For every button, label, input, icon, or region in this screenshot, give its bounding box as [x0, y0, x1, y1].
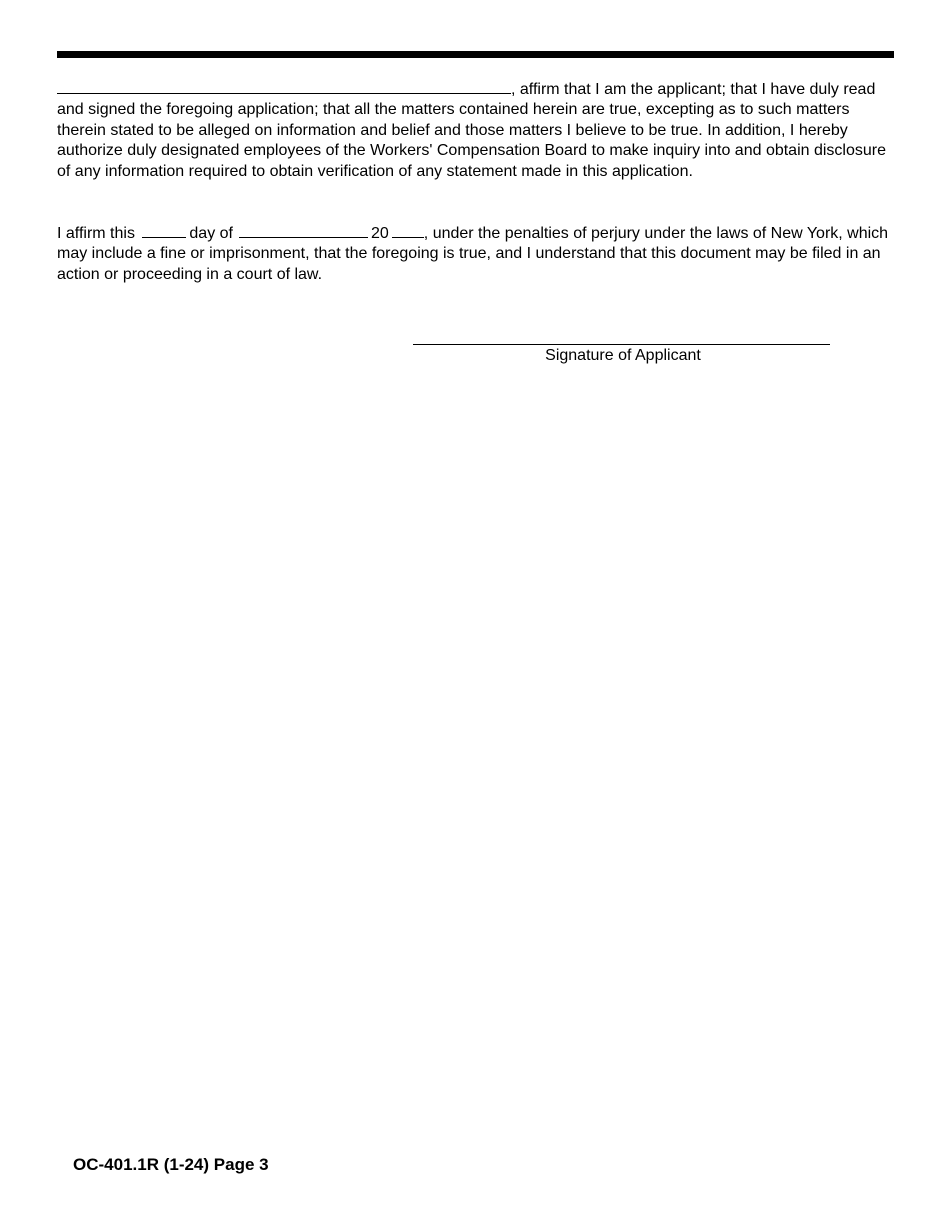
top-divider-bar — [57, 51, 894, 58]
year-blank[interactable] — [392, 223, 424, 238]
year-prefix: 20 — [371, 225, 389, 242]
affirmation-text: , affirm that I am the applicant; that I have duly read and signed the foregoing application; that all the matters contained herein are true, excepting as to such matters therein stated to be alleged on information and belief and those matters I believe to be true. In addition, I hereby authorize duly designated employees of the Workers' Compensation Board to make inquiry into and obtain disclosure of any information required to obtain verification of any statement made in this application. — [57, 81, 887, 180]
perjury-statement: , under the penalties of perjury under the laws of New York, which may include a fine or imprisonment, that the foregoing is true, and I understand that this document may be filed in an action or proceeding in a court of law. — [57, 225, 889, 283]
form-footer-id: OC-401.1R (1-24) Page 3 — [73, 1155, 269, 1174]
month-blank[interactable] — [239, 223, 368, 238]
day-of-label: day of — [189, 225, 233, 242]
affirmation-paragraph — [57, 79, 892, 182]
signature-line[interactable] — [413, 344, 830, 345]
applicant-name-blank[interactable] — [57, 79, 511, 94]
day-blank[interactable] — [142, 223, 186, 238]
date-affirmation-paragraph — [57, 223, 892, 285]
signature-label: Signature of Applicant — [545, 347, 701, 364]
affirm-prefix: I affirm this — [57, 225, 135, 242]
